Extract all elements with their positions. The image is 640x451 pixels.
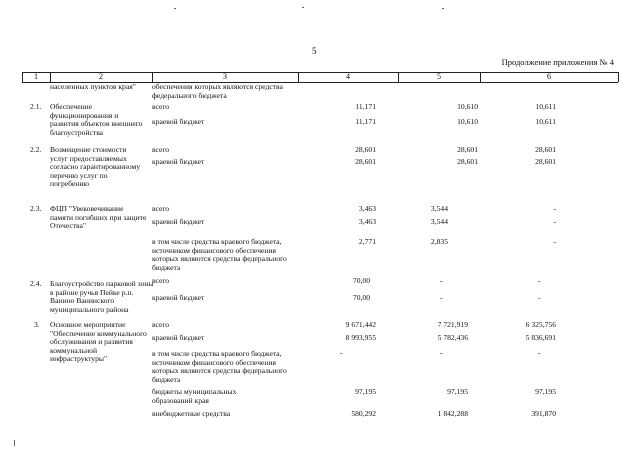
row-number: 2.3. [30,204,42,213]
value-2016: - [538,276,541,285]
value-2015: 3,544 [430,217,448,226]
value-2014: 8 993,955 [345,333,376,342]
value-2015: 1 842,288 [437,409,468,418]
value-2015: 10,610 [457,102,478,111]
value-2015: 28,601 [457,157,478,166]
funding-source: краевой бюджет [152,217,205,226]
value-2016: - [553,204,556,213]
value-2014: 2,771 [358,237,376,246]
row-number: 2.1. [30,102,42,111]
funding-source: бюджеты муниципальных образований края [152,387,237,405]
funding-source: в том числе средства краевого бюджета, источником финансового обеспечения которых являются средства федерального бюджета [152,349,287,384]
value-2015: 7 721,919 [437,320,468,329]
value-2016: - [538,293,541,302]
program-name: Возмещение стоимости услуг предоставляемых согласно гарантированному перечню услуг по погребению [50,145,141,189]
value-2015: 28,601 [457,145,478,154]
value-2014: 28,601 [355,157,376,166]
value-2016: - [538,348,541,357]
row-number: 2.2. [30,145,42,154]
value-2016: 10,611 [535,102,556,111]
value-2016: 28,601 [535,145,556,154]
value-2015: - [440,293,443,302]
value-2015: 2,835 [430,237,448,246]
funding-source: всего [152,204,170,213]
funding-source: всего [152,320,170,329]
value-2014: 580,292 [351,409,376,418]
column-header: 4 [346,72,350,81]
value-2015: - [440,348,443,357]
value-2016: 5 836,691 [525,333,556,342]
value-2016: - [553,217,556,226]
value-2014: 9 671,442 [345,320,376,329]
scan-speck [14,440,15,446]
value-2014: 11,171 [355,117,376,126]
value-2016: 10,611 [535,117,556,126]
value-2014: 70,00 [352,276,370,285]
column-header: 2 [99,72,103,81]
program-name: Обеспечение функционирования и развития объектов внешнего благоустройства [50,102,143,137]
funding-source: внебюджетные средства [152,409,231,418]
program-name-cont: населенных пунктов края" [50,82,136,91]
value-2015: 10,610 [457,117,478,126]
funding-source: краевой бюджет [152,157,205,166]
value-2014: 11,171 [355,102,376,111]
value-2016: 391,870 [531,409,556,418]
value-2014: 3,463 [358,217,376,226]
funding-source: краевой бюджет [152,293,205,302]
value-2016: 97,195 [535,387,556,396]
program-name: Благоустройство парковой зоны в районе ручья Пейке р.п. Ванино Ванинского муниципального района [50,279,154,314]
row-number: 3. [34,320,40,329]
funding-source: краевой бюджет [152,333,205,342]
column-header: 6 [547,72,551,81]
value-2014: 70,00 [352,293,370,302]
funding-source: обеспечения которых являются средства федерального бюджета [152,82,283,100]
funding-source: краевой бюджет [152,117,205,126]
funding-source: всего [152,102,170,111]
column-header: 1 [34,72,38,81]
value-2014: 3,463 [358,204,376,213]
appendix-continuation: Продолжение приложения № 4 [501,57,614,67]
value-2016: 28,601 [535,157,556,166]
value-2014: 28,601 [355,145,376,154]
scan-speck [302,7,304,8]
scan-speck [442,8,444,9]
column-header: 3 [223,72,227,81]
value-2016: - [553,237,556,246]
value-2014: - [340,348,343,357]
value-2015: 3,544 [430,204,448,213]
value-2015: 5 782,436 [437,333,468,342]
value-2014: 97,195 [355,387,376,396]
value-2015: 97,195 [447,387,468,396]
page-number: 5 [312,46,317,56]
column-divider [618,72,619,82]
funding-source: в том числе средства краевого бюджета, источником финансового обеспечения которых являются средства федерального бюджета [152,237,287,272]
program-name: ФЦП "Увековечивание памяти погибших при защите Отечества" [50,204,147,231]
row-number: 2.4. [30,279,42,288]
value-2016: 6 325,756 [525,320,556,329]
funding-source: всего [152,276,170,285]
funding-source: всего [152,145,170,154]
scan-speck [174,8,176,9]
value-2015: - [440,276,443,285]
program-name: Основное мероприятие "Обеспечение коммунального обслуживания и развития коммунальной инфраструктуры" [50,320,147,364]
column-header: 5 [437,72,441,81]
